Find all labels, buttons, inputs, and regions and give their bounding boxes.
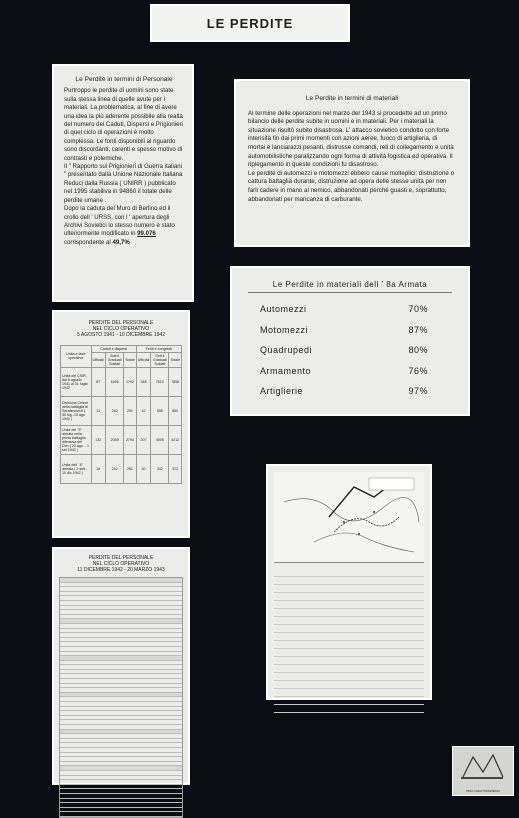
army-loss-value: 76% xyxy=(408,365,428,376)
table-cell: 508 xyxy=(151,396,169,425)
table-cell: 342 xyxy=(151,454,169,483)
list-item xyxy=(274,569,424,577)
table-cell: 42 xyxy=(136,396,151,425)
personnel-total: 99.076 xyxy=(137,230,156,238)
list-item xyxy=(274,609,424,617)
list-item xyxy=(274,681,424,689)
list-item xyxy=(274,577,424,585)
subcol: Totale xyxy=(124,352,137,367)
army-loss-value: 70% xyxy=(408,304,428,315)
subcol: Ufficiali xyxy=(136,352,151,367)
table-cell: 30 xyxy=(136,454,151,483)
table-cell: 18 xyxy=(91,454,106,483)
personnel-body-2: Il " Rapporto sui Prigionieri di Guerra italiani " presentato dalla Unione Nazionale Italiana Reduci dalla Russia ( UNIRR ) pubblicato nel 1995 stabiliva in 94860 il totale delle perdite umane . xyxy=(64,163,183,204)
table-row xyxy=(61,454,182,483)
personnel-table-1942 xyxy=(60,345,182,484)
personnel-body-1: Purtroppo le perdite di uomini sono state sulla stessa linea di quelle avute per i materiali. La problematica, al fine di avere una idea la più aderente possibile alla realtà del numero dei Caduti, Dispersi e Prigionieri di quel ciclo di operazioni è molto complessa. Le fonti disponibili al riguardo sono discordanti, carenti e spesso motivo di contrasti e polemiche. xyxy=(64,87,183,162)
personnel-heading: Le Perdite in termini di Personale xyxy=(75,76,173,83)
list-item xyxy=(274,585,424,593)
front-map xyxy=(274,472,424,563)
list-item xyxy=(274,649,424,657)
list-item xyxy=(274,689,424,697)
table1-title-3: 5 AGOSTO 1941 - 10 DICEMBRE 1942 xyxy=(76,332,165,339)
table-cell: 7510 xyxy=(151,367,169,396)
army-loss-label: Artiglierie xyxy=(260,386,304,397)
army-loss-value: 80% xyxy=(408,345,428,356)
table-cell: 132 xyxy=(91,425,106,454)
material-heading: Le Perdite in termini di materiali xyxy=(305,95,399,102)
table-cell: 7858 xyxy=(169,367,182,396)
table1-header xyxy=(60,320,182,339)
col-caduti: Caduti e dispersi xyxy=(91,345,136,352)
army-loss-row xyxy=(260,340,452,361)
table-cell: 1695 xyxy=(106,367,124,396)
table-cell: 4005 xyxy=(151,425,169,454)
row-unit: Unità del CSIR, dal 5 agosto 1941 al 31 luglio 1942 xyxy=(61,367,92,396)
list-item xyxy=(274,665,424,673)
map-panel xyxy=(266,464,432,700)
army-losses-heading: Le Perdite in materiali dell ' 8a Armata xyxy=(248,280,452,293)
table-cell: 2794 xyxy=(124,425,137,454)
list-item xyxy=(274,657,424,665)
table2-title-1: PERDITE DEL PERSONALE xyxy=(88,555,154,561)
list-item xyxy=(274,673,424,681)
army-loss-row xyxy=(260,299,452,320)
table2-title-3: 11 DICEMBRE 1942 - 20 MARZO 1943 xyxy=(77,567,165,573)
army-loss-row xyxy=(260,320,452,341)
row-unit: Unità dell ' 8° armata ( 2 sett - 10 dic 1942 ) xyxy=(61,454,92,483)
table-row xyxy=(61,425,182,454)
personnel-body-3b: corrispondente al xyxy=(64,238,113,246)
table-cell: 207 xyxy=(136,425,151,454)
logo-icon xyxy=(453,747,511,783)
subcol: Sott.li Graduati Soldati xyxy=(106,352,124,367)
table-cell: 251 xyxy=(124,396,137,425)
table-cell: 242 xyxy=(106,454,124,483)
personnel-body-3 xyxy=(64,205,184,247)
personnel-table-1943-panel xyxy=(52,547,190,785)
col-unit: Unità e fase operativa xyxy=(61,345,92,367)
list-item xyxy=(274,633,424,641)
list-item xyxy=(274,641,424,649)
table1-title-1: PERDITE DEL PERSONALE xyxy=(88,320,154,326)
table-cell: 2065 xyxy=(106,425,124,454)
personnel-table-1943 xyxy=(59,577,183,818)
material-body-2: Le perdite di automezzi e motomezzi ebbero cause molteplici: distruzione o cattura battaglia durante, distruzione ad opera delle stesse unità per non farli cadere in mano al nemico, abbandonati perché guasti e, soprattutto, abbandonati per mancanza di carburante. xyxy=(248,169,455,203)
list-item xyxy=(274,697,424,705)
subcol: Totale xyxy=(169,352,182,367)
army-loss-label: Motomezzi xyxy=(260,324,309,335)
row-unit: Divisione Celere nella battaglia di Serafimovich ( 30 lug.-13 ago 1942 ) xyxy=(61,396,92,425)
personnel-losses-panel xyxy=(52,64,194,302)
table1-title-2: NEL CICLO OPERATIVO xyxy=(92,326,150,333)
page-title-panel xyxy=(150,4,350,42)
table-cell: 87 xyxy=(91,367,106,396)
army-loss-value: 97% xyxy=(408,386,428,397)
list-item xyxy=(274,625,424,633)
row-unit: Unità del "II" armata nella prima battaglia difensiva del Don ( 20 ago. - 1 set 1942 ) xyxy=(61,425,92,454)
table-row xyxy=(61,367,182,396)
table-cell: 261 xyxy=(124,454,137,483)
table2-title-2: NEL CICLO OPERATIVO xyxy=(92,561,150,567)
army-losses-panel xyxy=(230,266,470,416)
list-item xyxy=(274,593,424,601)
personnel-body-3a: Dopo la caduta del Muro di Berlino ed il crollo dell ' URSS, con l ' apertura degli Archivi Sovietici lo stesso numero è stato ulteriormente modificato in xyxy=(64,205,175,238)
table-row xyxy=(60,812,182,817)
table-cell: 4212 xyxy=(169,425,182,454)
list-item xyxy=(274,617,424,625)
army-loss-row xyxy=(260,361,452,382)
subcol: Ufficiali xyxy=(91,352,106,367)
map-drawing xyxy=(274,472,424,562)
personnel-percent: 49,7% xyxy=(112,238,130,246)
material-losses-panel xyxy=(234,79,470,247)
association-logo xyxy=(452,746,514,796)
table-cell: 11 xyxy=(91,396,106,425)
table-cell: 372 xyxy=(169,454,182,483)
list-item xyxy=(274,705,424,713)
list-item xyxy=(274,601,424,609)
army-loss-value: 87% xyxy=(408,324,428,335)
logo-caption: PRO CADUTI/DISPERSI xyxy=(466,789,500,793)
material-body-1: Al termine delle operazioni nel marzo del 1943 si procedette ad un primo bilancio delle perdite subite in uomini e in materiali. Per i materiali la situazione risultò subito disastrosa. L' attacco sovietico condotto con forte intensità fin dai primi momenti con azioni aeree, fuoco di artiglieria, di mortai e lanciarazzi pesanti, distrusse comandi, reti di collegamento e unità automobilistiche paralizzando ogni forma di attività logistica ed operativa. Il ripiegamento in queste condizioni fu disastroso. xyxy=(248,109,454,169)
personnel-table-1942-panel xyxy=(52,310,190,538)
army-loss-label: Armamento xyxy=(260,365,312,376)
table-cell: 240 xyxy=(106,396,124,425)
subcol: Sott.li Graduati Soldati xyxy=(151,352,169,367)
table2-header xyxy=(59,555,183,573)
col-feriti: Feriti e congelati xyxy=(136,345,181,352)
army-loss-label: Automezzi xyxy=(260,304,307,315)
map-legend-list xyxy=(274,569,424,713)
table-cell: 550 xyxy=(169,396,182,425)
page-title: LE PERDITE xyxy=(206,15,294,31)
army-loss-row xyxy=(260,381,452,402)
table-cell: 1792 xyxy=(124,367,137,396)
table-row xyxy=(61,396,182,425)
table-cell: 348 xyxy=(136,367,151,396)
army-loss-label: Quadrupedi xyxy=(260,345,313,356)
